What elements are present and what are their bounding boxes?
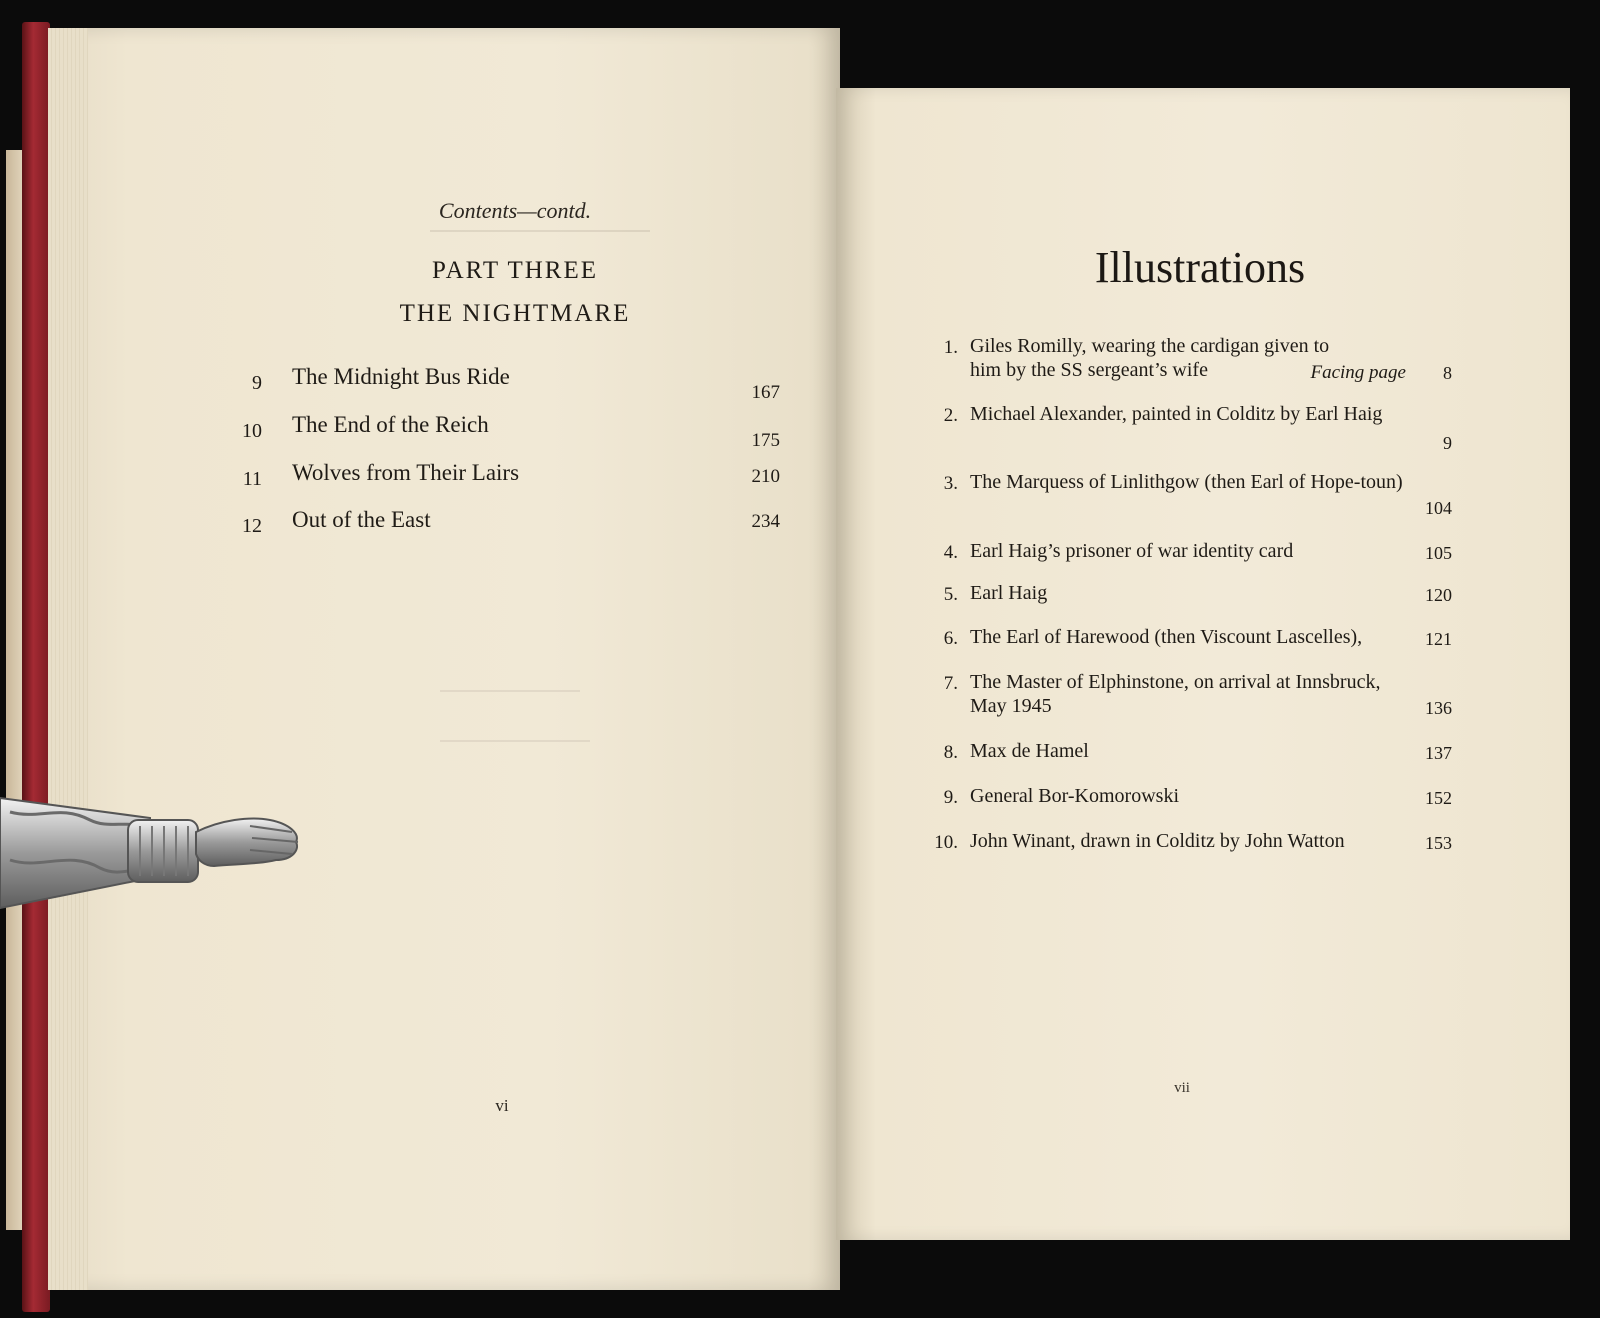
item-page: 104	[1425, 498, 1452, 518]
item-page: 8	[1443, 363, 1452, 383]
chapter-page: 167	[751, 382, 780, 403]
show-through-mark	[440, 740, 590, 742]
item-page: 120	[1425, 585, 1452, 605]
item-number: 8.	[943, 742, 958, 763]
item-caption: The Earl of Harewood (then Viscount Lascelles),	[970, 626, 1363, 648]
page-number-right: vii	[1174, 1080, 1190, 1096]
item-caption: General Bor-Komorowski	[970, 785, 1179, 807]
silver-page-clip-icon	[0, 790, 320, 920]
item-number: 3.	[943, 473, 958, 494]
item-caption: Earl Haig	[970, 582, 1048, 604]
item-page: 9	[1443, 433, 1452, 453]
illustrations-heading: Illustrations	[1094, 243, 1306, 292]
illustration-item	[912, 670, 1452, 720]
item-number: 2.	[943, 405, 958, 426]
chapter-number: 11	[242, 468, 262, 490]
chapter-page: 175	[751, 430, 780, 451]
toc-row	[220, 505, 780, 545]
item-caption: Michael Alexander, painted in Colditz by Earl Haig	[970, 403, 1383, 425]
illustration-item	[912, 739, 1452, 769]
item-page: 136	[1425, 698, 1452, 718]
item-number: 7.	[943, 673, 958, 694]
illustration-item	[912, 581, 1452, 611]
item-page: 152	[1425, 788, 1452, 808]
illustration-item	[912, 470, 1452, 520]
item-caption: The Marquess of Linlithgow (then Earl of Hope-toun)	[970, 471, 1403, 493]
item-number: 9.	[943, 787, 958, 808]
illustration-item	[912, 402, 1452, 452]
page-number-left: vi	[495, 1096, 509, 1115]
item-page: 153	[1425, 833, 1452, 853]
item-caption: Max de Hamel	[970, 740, 1089, 762]
show-through-mark	[430, 230, 650, 232]
facing-page-label: Facing page	[1310, 362, 1406, 383]
chapter-title: Wolves from Their Lairs	[292, 460, 520, 485]
item-page: 121	[1425, 629, 1452, 649]
item-caption: The Master of Elphinstone, on arrival at Innsbruck, May 1945	[970, 671, 1381, 717]
item-number: 1.	[943, 337, 958, 358]
chapter-number: 9	[252, 372, 262, 394]
toc-row	[220, 362, 780, 402]
contents-continued-label: Contents—contd.	[438, 198, 592, 223]
chapter-number: 10	[242, 420, 262, 442]
chapter-page: 234	[751, 511, 780, 532]
illustration-item	[912, 784, 1452, 814]
chapter-number: 12	[242, 515, 262, 537]
item-number: 5.	[943, 584, 958, 605]
toc-row	[220, 410, 780, 450]
item-page: 105	[1425, 543, 1452, 563]
illustration-item	[912, 539, 1452, 569]
item-page: 137	[1425, 743, 1452, 763]
toc-row	[220, 458, 780, 498]
item-number: 10.	[934, 832, 958, 853]
part-label: PART THREE	[432, 257, 598, 284]
item-number: 6.	[943, 628, 958, 649]
item-caption: Giles Romilly, wearing the cardigan given to him by the SS sergeant’s wife	[970, 335, 1330, 381]
chapter-title: The End of the Reich	[292, 412, 489, 437]
illustration-item	[912, 334, 1452, 384]
chapter-title: The Midnight Bus Ride	[292, 364, 510, 389]
item-caption: Earl Haig’s prisoner of war identity card	[970, 540, 1294, 562]
item-caption: John Winant, drawn in Colditz by John Watton	[970, 830, 1345, 852]
chapter-page: 210	[751, 466, 780, 487]
item-number: 4.	[943, 542, 958, 563]
illustration-item	[912, 625, 1452, 655]
chapter-title: Out of the East	[292, 507, 431, 532]
part-title: THE NIGHTMARE	[399, 300, 631, 327]
show-through-mark	[440, 690, 580, 692]
illustration-item	[912, 829, 1452, 859]
